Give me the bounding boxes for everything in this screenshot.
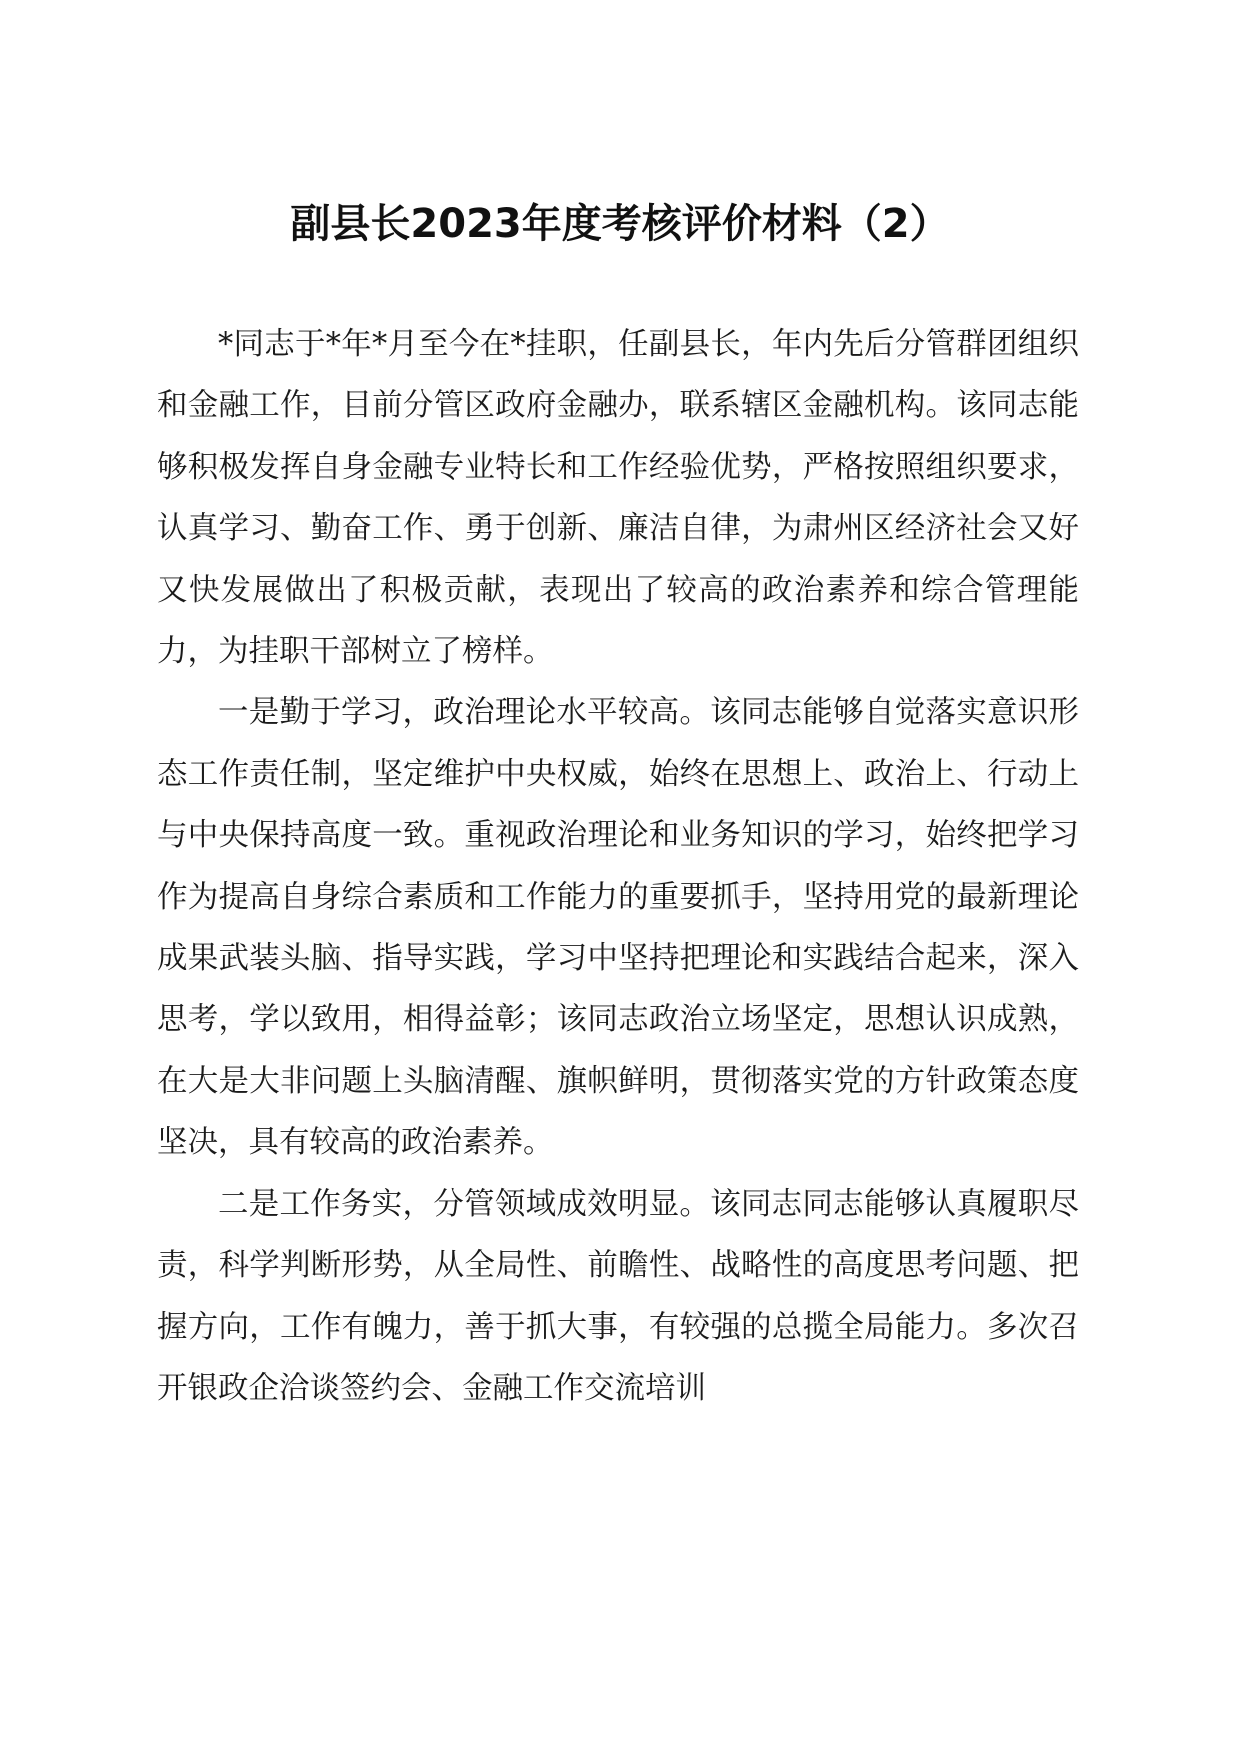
paragraph-intro: *同志于*年*月至今在*挂职，任副县长，年内先后分管群团组织和金融工作，目前分管区政府金融办，联系辖区金融机构。该同志能够积极发挥自身金融专业特长和工作经验优势，严格按照组织要求，认真学习、勤奋工作、勇于创新、廉洁自律，为肃州区经济社会又好又快发展做出了积极贡献，表现出了较高的政治素养和综合管理能力，为挂职干部树立了榜样。	[157, 327, 1079, 670]
paragraph-study: 一是勤于学习，政治理论水平较高。该同志能够自觉落实意识形态工作责任制，坚定维护中央权威，始终在思想上、政治上、行动上与中央保持高度一致。重视政治理论和业务知识的学习，始终把学习作为提高自身综合素质和工作能力的重要抓手，坚持用党的最新理论成果武装头脑、指导实践，学习中坚持把理论和实践结合起来，深入思考，学以致用，相得益彰；该同志政治立场坚定，思想认识成熟，在大是大非问题上头脑清醒、旗帜鲜明，贯彻落实党的方针政策态度坚决，具有较高的政治素养。	[157, 695, 1079, 1161]
document-title: 副县长2023年度考核评价材料（2）	[290, 201, 950, 247]
paragraph-work: 二是工作务实，分管领域成效明显。该同志同志能够认真履职尽责，科学判断形势，从全局性、前瞻性、战略性的高度思考问题、把握方向，工作有魄力，善于抓大事，有较强的总揽全局能力。多次召开银政企洽谈签约会、金融工作交流培训	[157, 1186, 1079, 1406]
document-body	[157, 314, 1079, 1419]
